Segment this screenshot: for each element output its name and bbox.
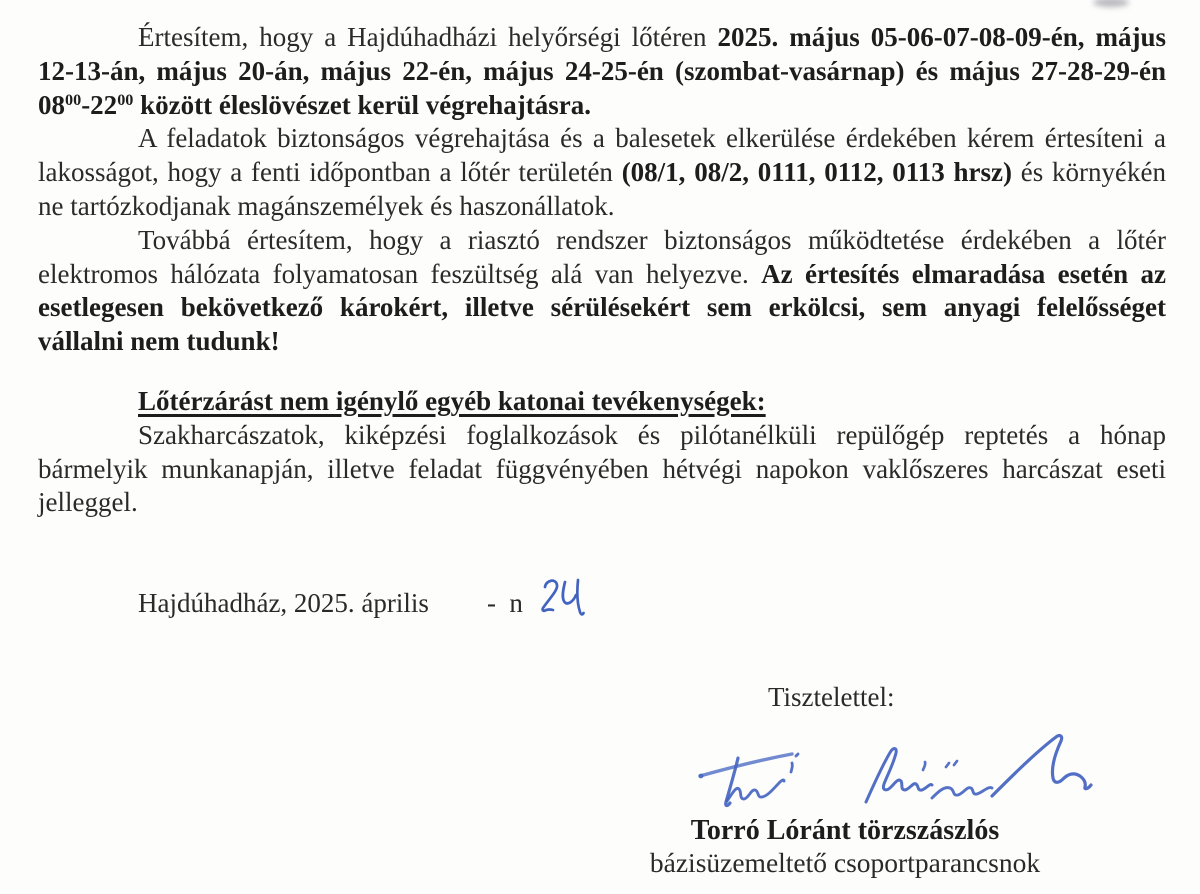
- text-run: és környékén ne tartózkodjanak magánszemélyek és haszonállatok.: [38, 157, 1166, 221]
- dateline: [38, 576, 1166, 621]
- text-run: Szakharcászatok, kiképzési foglalkozások és pilótanélküli repülőgép reptetés a hónap bármelyik munkanapján, illetve feladat függvényében hétvégi napokon vaklőszeres harcászat eseti jelleggel.: [38, 419, 1166, 518]
- handwritten-day-24: [437, 576, 485, 618]
- paragraph: [38, 21, 1166, 122]
- bold-text-run: Az értesítés elmaradása esetén az esetlegesen bekövetkező károkért, illetve sérülésekért sem erkölcsi, sem anyagi felelősséget vállalni nem tudunk!: [38, 258, 1166, 357]
- bold-text-run: 2025. május 05-06-07-08-09-én, május 12-13-án, május 20-án, május 22-én, május 24-25-én (szombat-vasárnap) és május 27-28-29-én 08: [38, 22, 1166, 120]
- text-run: A feladatok biztonságos végrehajtása és a balesetek elkerülése érdekében kérem értesíteni a lakosságot, hogy a fenti időpontban a lőtér területén: [38, 123, 1166, 188]
- bold-text-run: (08/1, 08/2, 0111, 0112, 0113 hrsz): [621, 157, 1013, 188]
- document-body: [38, 21, 1166, 621]
- bold-text-run: -22: [81, 89, 118, 120]
- section-paragraphs: [38, 419, 1166, 520]
- text-run: Továbbá értesítem, hogy a riasztó rendszer biztonságos működtetése érdekében a lőtér elektromos hálózata folyamatosan feszültség alá van helyezve.: [38, 224, 1166, 289]
- dateline-suffix: - n: [486, 588, 523, 619]
- text-run: Értesítem, hogy a Hajdúhadházi helyőrségi lőtéren: [138, 22, 718, 52]
- paragraph: [38, 224, 1166, 359]
- paragraph: [38, 122, 1166, 223]
- bold-text-run: 00: [117, 90, 134, 109]
- handwritten-signature: [680, 726, 1100, 821]
- scan-smudge-artifact: [1093, 0, 1129, 7]
- signer-title: bázisüzemeltető csoportparancsnok: [649, 847, 1041, 878]
- bold-text-run: között éleslövészet kerül végrehajtásra.: [133, 89, 591, 120]
- signer-name: Torró Lóránt törzszászlós: [690, 815, 1000, 846]
- salutation: Tisztelettel:: [768, 682, 895, 712]
- bold-text-run: 00: [65, 90, 82, 109]
- dateline-printed: Hajdúhadház, 2025. április: [138, 588, 429, 619]
- paragraph: [38, 419, 1166, 520]
- section-heading: Lőtérzárást nem igénylő egyéb katonai tevékenységek:: [138, 385, 766, 416]
- body-paragraphs: [38, 21, 1166, 359]
